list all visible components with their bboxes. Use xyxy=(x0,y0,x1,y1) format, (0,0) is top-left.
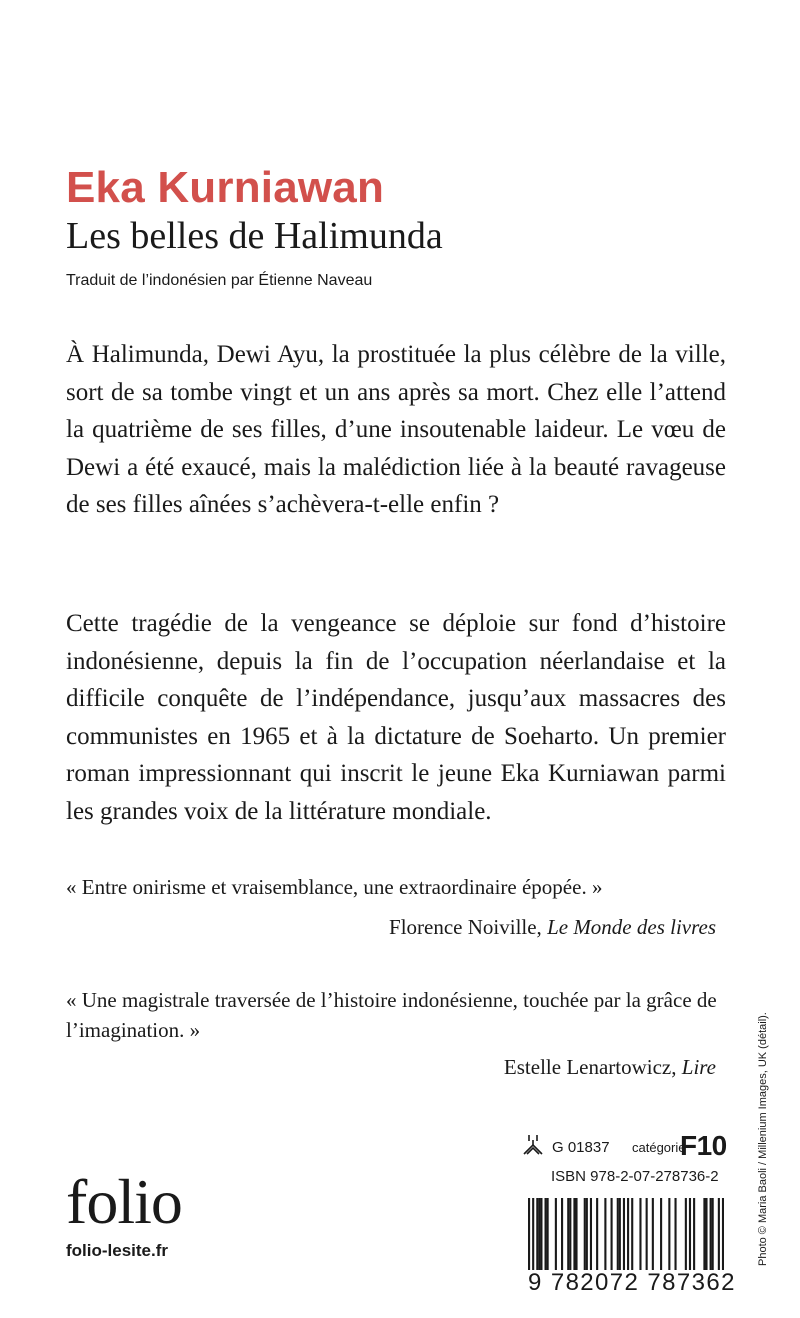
barcode-bar xyxy=(575,1198,577,1270)
barcode-bar xyxy=(611,1198,613,1270)
barcode-bar xyxy=(631,1198,633,1270)
barcode-bar xyxy=(567,1198,569,1270)
barcode-bar xyxy=(627,1198,629,1270)
isbn: ISBN 978-2-07-278736-2 xyxy=(551,1168,719,1185)
barcode-bar xyxy=(689,1198,691,1270)
review-author-2: Estelle Lenartowicz, xyxy=(503,1055,682,1079)
barcode-bar xyxy=(623,1198,625,1270)
publisher-website[interactable]: folio-lesite.fr xyxy=(66,1241,169,1260)
barcode-bar xyxy=(596,1198,598,1270)
barcode-bar xyxy=(540,1198,542,1270)
book-title: Les belles de Halimunda xyxy=(66,215,443,257)
barcode-bar xyxy=(617,1198,619,1270)
barcode-bar xyxy=(652,1198,654,1270)
barcode xyxy=(528,1198,724,1270)
barcode-bar xyxy=(639,1198,641,1270)
barcode-bar xyxy=(705,1198,707,1270)
barcode-bar xyxy=(722,1198,724,1270)
barcode-bar xyxy=(584,1198,586,1270)
barcode-bar xyxy=(693,1198,695,1270)
barcode-bar xyxy=(703,1198,705,1270)
blurb-paragraph-2: Cette tragédie de la vengeance se déploie sur fond d’histoire indonésienne, depuis la fin de l’occupation néerlandaise et la difficile conquête de l’indépendance, jusqu’aux massacres des communistes en 1965 et à la dictature de Soeharto. Un premier roman impressionnant qui inscrit le jeune Eka Kurniawan parmi les grandes voix de la littérature mondiale. xyxy=(66,610,726,825)
catalog-codes xyxy=(520,1130,727,1170)
barcode-bar xyxy=(604,1198,606,1270)
photo-credit: Photo © Maria Baoli / Millenium Images, UK (détail). xyxy=(757,1012,769,1266)
barcode-bar xyxy=(718,1198,720,1270)
barcode-bar xyxy=(547,1198,549,1270)
barcode-bar xyxy=(619,1198,621,1270)
barcode-bar xyxy=(668,1198,670,1270)
barcode-bar xyxy=(590,1198,592,1270)
barcode-bar xyxy=(646,1198,648,1270)
folio-emblem-icon xyxy=(520,1132,546,1158)
barcode-bar xyxy=(712,1198,714,1270)
barcode-bar xyxy=(674,1198,676,1270)
blurb-paragraph-1: À Halimunda, Dewi Ayu, la prostituée la plus célèbre de la ville, sort de sa tombe vingt et un ans après sa mort. Chez elle l’attend la quatrième de ses filles, d’une insoutenable laideur. Le vœu de Dewi a été exaucé, mais la malédiction liée à la beauté ravageuse de ses filles aînées s’achèvera-t-elle enfin ? xyxy=(66,341,726,518)
barcode-bar xyxy=(586,1198,588,1270)
barcode-bar xyxy=(685,1198,687,1270)
review-source-1 xyxy=(389,912,716,942)
category-label: catégorie xyxy=(632,1140,686,1155)
review-publication-1: Le Monde des livres xyxy=(547,915,716,939)
barcode-bar xyxy=(528,1198,530,1270)
barcode-bar xyxy=(545,1198,547,1270)
barcode-bar xyxy=(660,1198,662,1270)
folio-logo: folio xyxy=(66,1166,182,1237)
barcode-bar xyxy=(555,1198,557,1270)
barcode-bar xyxy=(561,1198,563,1270)
barcode-digits: 9 782072 787362 xyxy=(528,1269,736,1296)
barcode-bar xyxy=(569,1198,571,1270)
review-author-1: Florence Noiville, xyxy=(389,915,548,939)
review-publication-2: Lire xyxy=(681,1055,716,1079)
review-source-2 xyxy=(504,1052,716,1082)
barcode-bar xyxy=(710,1198,712,1270)
review-quote-2: « Une magistrale traversée de l’histoire indonésienne, touchée par la grâce de l’imagination. » xyxy=(66,988,717,1042)
category-value: F10 xyxy=(680,1130,727,1161)
translator-credit: Traduit de l’indonésien par Étienne Naveau xyxy=(66,272,373,289)
barcode-bar xyxy=(538,1198,540,1270)
author-name: Eka Kurniawan xyxy=(66,163,385,212)
product-code: G 01837 xyxy=(552,1139,610,1156)
review-quote-1: « Entre onirisme et vraisemblance, une extraordinaire épopée. » xyxy=(66,875,603,899)
barcode-bar xyxy=(536,1198,538,1270)
barcode-bar xyxy=(573,1198,575,1270)
barcode-bar xyxy=(532,1198,534,1270)
